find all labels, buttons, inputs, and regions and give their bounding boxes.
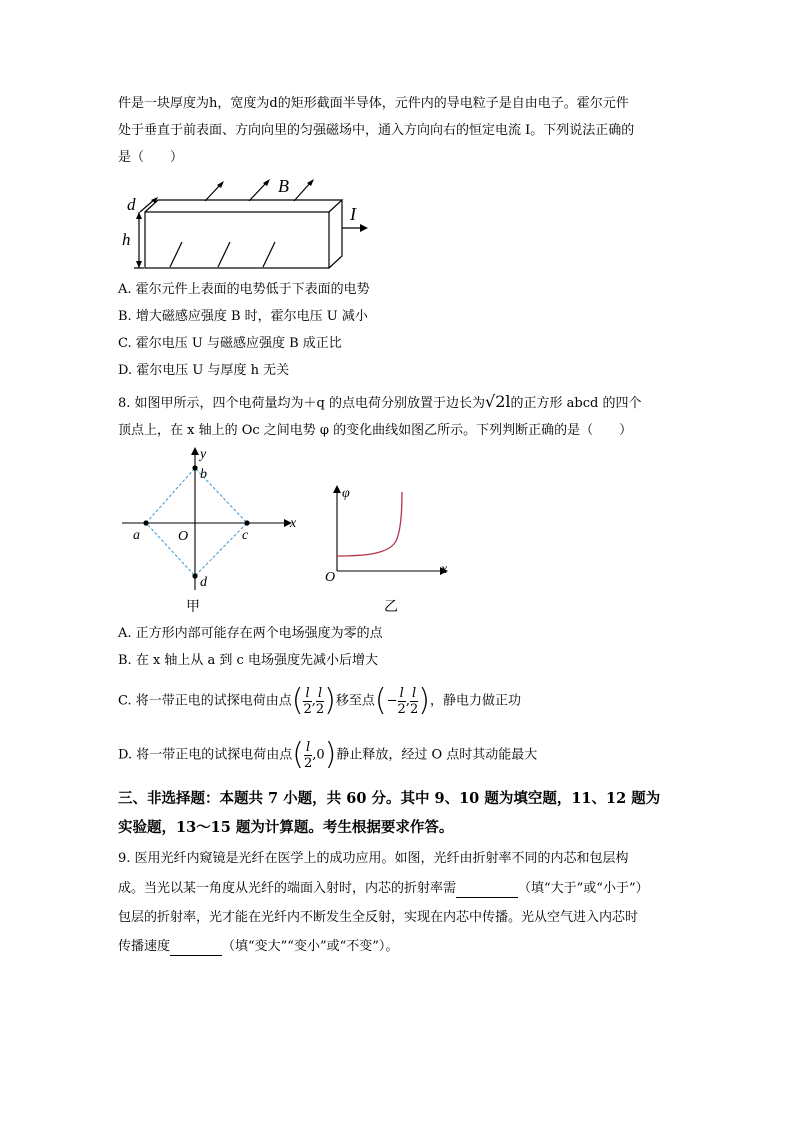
fig-yi-phi: φ — [342, 486, 350, 501]
q9-line1: 9. 医用光纤内窥镜是光纤在医学上的成功应用。如图，光纤由折射率不同的内芯和包层构 — [118, 851, 629, 866]
fig-jia-a: a — [133, 528, 140, 543]
q8-option-c: C. 将一带正电的试探电荷由点( $\frac{l}{2}$ , $\frac{l}{2}$ )移至点(− $\frac{l}{2}$ , $\frac{l}{2}$ )，静电力做正功 — [118, 683, 521, 718]
q8-stem-line2: 顶点上，在 x 轴上的 Oc 之间电势 φ 的变化曲线如图乙所示。下列判断正确的是（ ） — [118, 423, 633, 438]
q9-line2: 成。当光以某一角度从光纤的端面入射时，内芯的折射率需 （填“大于”或“小于”） — [118, 881, 649, 896]
q9-line3: 包层的折射率，光才能在光纤内不断发生全反射，实现在内芯中传播。光从空气进入内芯时 — [118, 910, 639, 925]
q7-option-a: A. 霍尔元件上表面的电势低于下表面的电势 — [118, 282, 370, 297]
q7-option-d: D. 霍尔电压 U 与厚度 h 无关 — [118, 363, 290, 378]
label-d: d — [127, 195, 136, 214]
fig-yi-O: O — [325, 570, 336, 585]
label-I: I — [350, 204, 356, 224]
potential-curve — [337, 492, 402, 556]
fig-jia-d: d — [200, 575, 207, 590]
q7-stem-line1: 件是一块厚度为h，宽度为d的矩形截面半导体，元件内的导电粒子是自由电子。霍尔元件 — [118, 96, 629, 111]
label-B: B — [278, 176, 289, 196]
fig-jia-b: b — [200, 467, 207, 482]
q8-option-c-mid: 移至点 — [335, 693, 375, 709]
q9-blank-1[interactable] — [456, 883, 518, 898]
q9-blank-2[interactable] — [170, 941, 222, 956]
q8-option-d: D. 将一带正电的试探电荷由点( $\frac{l}{2}$ ,0)静止释放，经过 O 点时其动能最大 — [118, 737, 538, 772]
q8-option-c-post: ，静电力做正功 — [429, 693, 521, 709]
q8-stem-line1-b: 的正方形 abcd 的四个 — [510, 396, 642, 411]
fig-jia-caption: 甲 — [186, 600, 200, 615]
q8-option-a: A. 正方形内部可能存在两个电场强度为零的点 — [118, 626, 383, 641]
q9-line4: 传播速度 （填“变大”“变小”或“不变”）。 — [118, 939, 399, 954]
fig-jia-O: O — [178, 529, 189, 544]
fig-yi-caption: 乙 — [384, 600, 398, 612]
figure-jia — [118, 445, 308, 615]
fig-jia-x: x — [290, 516, 297, 531]
q8-option-d-post: 静止释放，经过 O 点时其动能最大 — [336, 747, 538, 763]
q7-option-b: B. 增大磁感应强度 B 时，霍尔电压 U 减小 — [118, 309, 368, 324]
q8-sqrt-side: √2l — [485, 392, 511, 411]
q8-option-b: B. 在 x 轴上从 a 到 c 电场强度先减小后增大 — [118, 653, 378, 668]
fig-jia-c: c — [242, 528, 249, 543]
hall-element-figure — [118, 172, 378, 277]
fig-yi-x: x — [441, 562, 448, 577]
section3-line1: 三、非选择题：本题共 7 小题，共 60 分。其中 9、10 题为填空题，11、12 题为 — [118, 790, 661, 807]
q7-stem-line3: 是（ ） — [118, 150, 184, 165]
label-h: h — [122, 230, 131, 249]
fig-jia-y: y — [200, 447, 207, 462]
q8-option-c-pre: C. 将一带正电的试探电荷由点 — [118, 693, 292, 709]
q8-option-d-pre: D. 将一带正电的试探电荷由点 — [118, 747, 293, 763]
q8-stem-line1 — [118, 393, 641, 413]
q7-option-c: C. 霍尔电压 U 与磁感应强度 B 成正比 — [118, 336, 342, 351]
section3-line2: 实验题，13～15 题为计算题。考生根据要求作答。 — [118, 819, 454, 836]
q8-stem-line1-a: 8. 如图甲所示，四个电荷量均为＋q 的点电荷分别放置于边长为 — [118, 396, 485, 411]
figure-yi — [320, 477, 460, 612]
q7-stem-line2: 处于垂直于前表面、方向向里的匀强磁场中，通入方向向右的恒定电流 I。下列说法正确的 — [118, 123, 635, 138]
